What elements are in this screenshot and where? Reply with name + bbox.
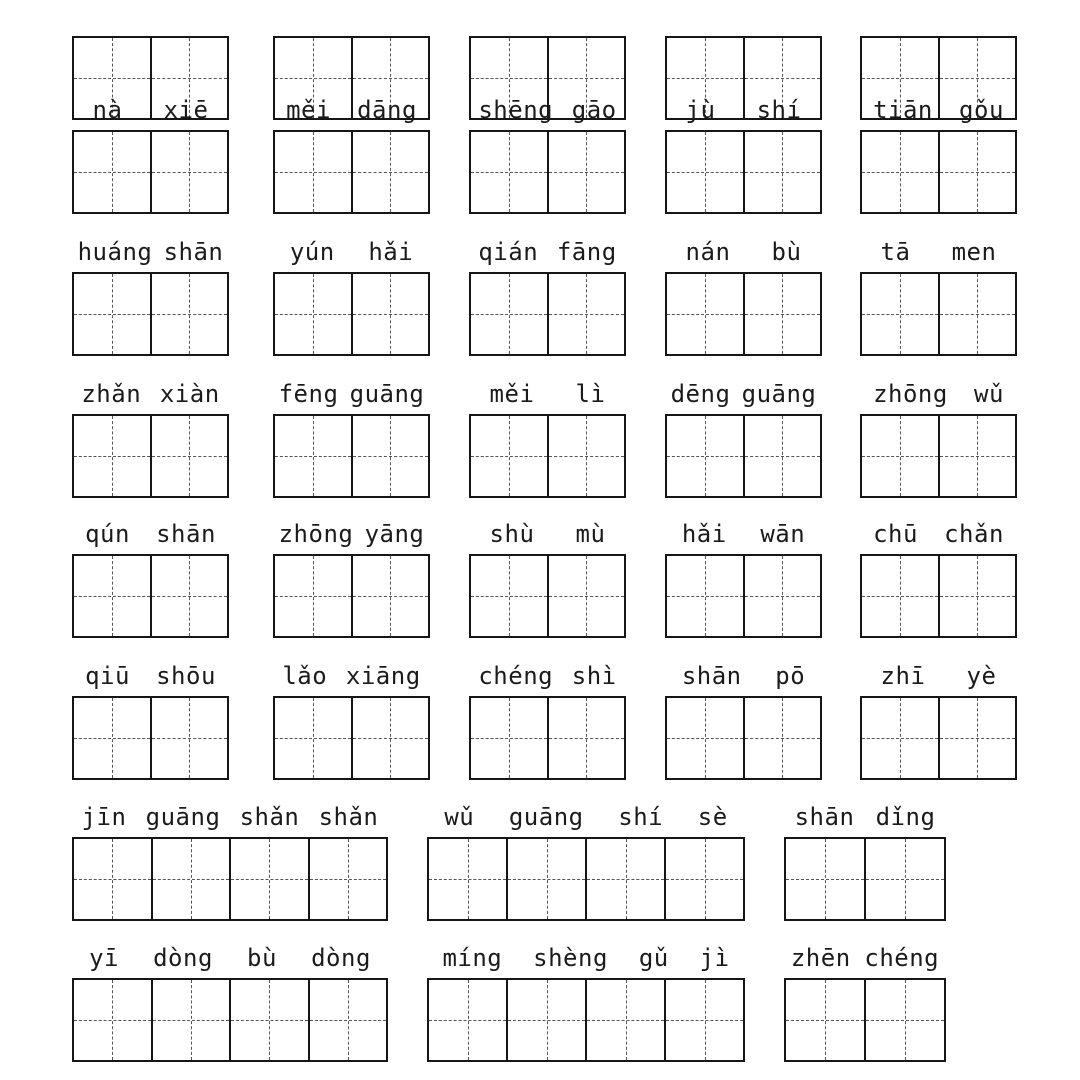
pinyin-label <box>665 228 822 264</box>
character-cell[interactable] <box>153 980 232 1060</box>
pinyin-syllable: wān <box>760 520 806 548</box>
pinyin-syllable: guāng <box>741 380 817 408</box>
writing-grid[interactable] <box>784 978 946 1062</box>
character-cell[interactable] <box>353 416 429 496</box>
pinyin-label <box>784 934 946 970</box>
pinyin-syllable: huáng <box>77 238 153 266</box>
writing-grid[interactable] <box>273 696 430 780</box>
pinyin-label <box>860 86 1017 122</box>
pinyin-label <box>665 86 822 122</box>
pinyin-label <box>860 510 1017 546</box>
pinyin-label <box>72 0 229 28</box>
pinyin-syllable: bù <box>247 944 277 972</box>
character-cell[interactable] <box>471 416 549 496</box>
character-cell[interactable] <box>310 839 387 919</box>
character-cell[interactable] <box>745 132 821 212</box>
writing-grid[interactable] <box>469 696 626 780</box>
pinyin-label <box>860 652 1017 688</box>
writing-grid[interactable] <box>427 837 745 921</box>
character-cell[interactable] <box>275 698 353 778</box>
word-item <box>469 370 626 498</box>
character-cell[interactable] <box>549 698 625 778</box>
pinyin-syllable: pō <box>775 662 806 690</box>
character-cell[interactable] <box>152 274 228 354</box>
word-item <box>665 510 822 638</box>
pinyin-syllable: yún <box>289 238 335 266</box>
pinyin-label <box>273 652 430 688</box>
writing-grid[interactable] <box>860 130 1017 214</box>
character-cell[interactable] <box>471 556 549 636</box>
pinyin-syllable: zhǎn <box>81 380 142 408</box>
character-cell[interactable] <box>866 980 944 1060</box>
writing-grid[interactable] <box>469 272 626 356</box>
character-cell[interactable] <box>275 556 353 636</box>
pinyin-label <box>72 86 229 122</box>
writing-grid[interactable] <box>784 837 946 921</box>
character-cell[interactable] <box>152 556 228 636</box>
pinyin-label <box>665 652 822 688</box>
pinyin-syllable: yè <box>966 662 997 690</box>
writing-grid[interactable] <box>860 414 1017 498</box>
character-cell[interactable] <box>429 980 508 1060</box>
character-cell[interactable] <box>587 839 666 919</box>
pinyin-label <box>427 793 745 829</box>
character-cell[interactable] <box>275 132 353 212</box>
character-cell[interactable] <box>549 132 625 212</box>
writing-grid[interactable] <box>72 837 388 921</box>
character-cell[interactable] <box>231 980 310 1060</box>
pinyin-syllable: shōu <box>156 662 216 690</box>
pinyin-syllable: shù <box>489 520 535 548</box>
word-item <box>665 370 822 498</box>
pinyin-syllable: jù <box>685 96 716 124</box>
pinyin-syllable: xiàn <box>159 380 220 408</box>
writing-grid[interactable] <box>72 696 229 780</box>
word-item <box>860 228 1017 356</box>
pinyin-syllable: zhēn <box>790 944 851 972</box>
pinyin-syllable: yāng <box>364 520 425 548</box>
pinyin-syllable: shǎn <box>318 803 379 831</box>
character-cell[interactable] <box>940 698 1016 778</box>
character-cell[interactable] <box>866 839 944 919</box>
word-item <box>469 652 626 780</box>
pinyin-syllable: qún <box>85 520 130 548</box>
writing-grid[interactable] <box>427 978 745 1062</box>
pinyin-syllable: lì <box>575 380 606 408</box>
character-cell[interactable] <box>275 274 353 354</box>
character-cell[interactable] <box>549 416 625 496</box>
pinyin-syllable: qián <box>478 238 539 266</box>
character-cell[interactable] <box>745 698 821 778</box>
pinyin-syllable: guāng <box>508 803 584 831</box>
pinyin-syllable: hǎi <box>681 520 727 548</box>
pinyin-syllable: jì <box>699 944 730 972</box>
pinyin-syllable: shān <box>163 238 224 266</box>
word-item <box>860 86 1017 214</box>
pinyin-syllable: měi <box>286 96 331 124</box>
pinyin-label <box>665 510 822 546</box>
pinyin-label <box>273 0 430 28</box>
word-item <box>860 652 1017 780</box>
character-cell[interactable] <box>429 839 508 919</box>
character-cell[interactable] <box>152 416 228 496</box>
pinyin-syllable: chéng <box>864 944 940 972</box>
pinyin-label <box>860 228 1017 264</box>
pinyin-syllable: xiāng <box>345 662 421 690</box>
pinyin-label <box>860 370 1017 406</box>
pinyin-syllable: lǎo <box>282 662 328 690</box>
pinyin-syllable: dāng <box>357 96 417 124</box>
pinyin-syllable: gǔ <box>638 944 669 972</box>
writing-grid[interactable] <box>469 414 626 498</box>
character-cell[interactable] <box>745 556 821 636</box>
word-item <box>273 86 430 214</box>
pinyin-label <box>469 370 626 406</box>
pinyin-label <box>469 86 626 122</box>
writing-grid[interactable] <box>273 130 430 214</box>
writing-grid[interactable] <box>665 272 822 356</box>
character-cell[interactable] <box>231 839 310 919</box>
character-cell[interactable] <box>666 980 743 1060</box>
pinyin-syllable: shí <box>618 803 664 831</box>
word-item <box>273 510 430 638</box>
pinyin-label <box>784 793 946 829</box>
pinyin-label <box>273 510 430 546</box>
pinyin-syllable: zhī <box>880 662 926 690</box>
pinyin-syllable: bù <box>771 238 802 266</box>
word-item <box>427 793 745 921</box>
pinyin-syllable: shǎn <box>239 803 300 831</box>
pinyin-syllable: měi <box>489 380 535 408</box>
character-cell[interactable] <box>74 556 152 636</box>
pinyin-label <box>72 652 229 688</box>
pinyin-label <box>469 652 626 688</box>
pinyin-syllable: shèng <box>533 944 608 972</box>
character-cell[interactable] <box>508 980 587 1060</box>
pinyin-syllable: men <box>951 238 997 266</box>
writing-grid[interactable] <box>469 130 626 214</box>
word-item <box>469 510 626 638</box>
word-item <box>72 934 388 1062</box>
character-cell[interactable] <box>786 980 866 1060</box>
word-item <box>273 228 430 356</box>
pinyin-syllable: gǒu <box>959 96 1004 124</box>
writing-grid[interactable] <box>72 414 229 498</box>
writing-grid[interactable] <box>469 554 626 638</box>
character-cell[interactable] <box>786 839 866 919</box>
word-item <box>72 510 229 638</box>
pinyin-syllable: guāng <box>145 803 221 831</box>
writing-grid[interactable] <box>665 696 822 780</box>
character-cell[interactable] <box>667 698 745 778</box>
pinyin-syllable: wǔ <box>974 380 1004 408</box>
word-item <box>72 86 229 214</box>
pinyin-label <box>665 370 822 406</box>
pinyin-syllable: mù <box>575 520 606 548</box>
pinyin-syllable: sè <box>697 803 728 831</box>
word-item <box>784 934 946 1062</box>
character-cell[interactable] <box>667 132 745 212</box>
character-cell[interactable] <box>353 132 429 212</box>
pinyin-syllable: yī <box>89 944 119 972</box>
character-cell[interactable] <box>353 698 429 778</box>
pinyin-label <box>860 0 1017 28</box>
pinyin-syllable: hǎi <box>368 238 414 266</box>
pinyin-syllable: chéng <box>478 662 554 690</box>
character-cell[interactable] <box>74 980 153 1060</box>
pinyin-label <box>469 510 626 546</box>
character-cell[interactable] <box>862 556 940 636</box>
word-item <box>273 370 430 498</box>
word-item <box>665 652 822 780</box>
pinyin-syllable: dòng <box>153 944 213 972</box>
pinyin-syllable: fāng <box>556 238 617 266</box>
character-cell[interactable] <box>667 416 745 496</box>
pinyin-syllable: zhōng <box>278 520 354 548</box>
pinyin-syllable: chū <box>873 520 918 548</box>
character-cell[interactable] <box>471 698 549 778</box>
character-cell[interactable] <box>940 556 1016 636</box>
pinyin-syllable: dòng <box>311 944 371 972</box>
writing-grid[interactable] <box>665 554 822 638</box>
pinyin-syllable: dǐng <box>875 803 936 831</box>
word-item <box>273 652 430 780</box>
character-cell[interactable] <box>862 132 940 212</box>
word-item <box>72 793 388 921</box>
pinyin-syllable: tā <box>880 238 911 266</box>
word-item <box>860 510 1017 638</box>
character-cell[interactable] <box>666 839 743 919</box>
word-item <box>860 370 1017 498</box>
character-cell[interactable] <box>152 132 228 212</box>
pinyin-syllable: shēng <box>478 96 554 124</box>
writing-grid[interactable] <box>273 272 430 356</box>
pinyin-syllable: dēng <box>670 380 731 408</box>
word-item <box>427 934 745 1062</box>
character-cell[interactable] <box>587 980 666 1060</box>
character-cell[interactable] <box>471 274 549 354</box>
pinyin-syllable: guāng <box>349 380 425 408</box>
character-cell[interactable] <box>862 698 940 778</box>
character-cell[interactable] <box>74 698 152 778</box>
pinyin-syllable: qiū <box>85 662 130 690</box>
character-cell[interactable] <box>549 556 625 636</box>
word-item <box>665 228 822 356</box>
pinyin-label <box>427 934 745 970</box>
character-cell[interactable] <box>153 839 232 919</box>
pinyin-syllable: gāo <box>571 96 617 124</box>
word-item <box>469 228 626 356</box>
writing-grid[interactable] <box>72 130 229 214</box>
pinyin-label <box>665 0 822 28</box>
writing-grid[interactable] <box>72 272 229 356</box>
pinyin-syllable: wǔ <box>444 803 475 831</box>
word-item <box>72 228 229 356</box>
pinyin-label <box>469 228 626 264</box>
word-item <box>72 370 229 498</box>
character-cell[interactable] <box>862 274 940 354</box>
pinyin-syllable: shān <box>681 662 742 690</box>
character-cell[interactable] <box>940 132 1016 212</box>
pinyin-syllable: nán <box>685 238 731 266</box>
word-item <box>469 86 626 214</box>
character-cell[interactable] <box>152 698 228 778</box>
character-cell[interactable] <box>549 274 625 354</box>
pinyin-syllable: shān <box>794 803 855 831</box>
pinyin-label <box>469 0 626 28</box>
writing-grid[interactable] <box>860 554 1017 638</box>
pinyin-syllable: jīn <box>81 803 127 831</box>
writing-grid[interactable] <box>273 414 430 498</box>
writing-grid[interactable] <box>72 978 388 1062</box>
word-item <box>784 793 946 921</box>
pinyin-syllable: chǎn <box>944 520 1004 548</box>
character-cell[interactable] <box>940 416 1016 496</box>
pinyin-syllable: nà <box>92 96 123 124</box>
pinyin-label <box>72 793 388 829</box>
character-cell[interactable] <box>74 839 153 919</box>
pinyin-syllable: míng <box>442 944 503 972</box>
writing-grid[interactable] <box>665 130 822 214</box>
pinyin-syllable: xiē <box>163 96 209 124</box>
character-cell[interactable] <box>667 274 745 354</box>
pinyin-syllable: tiān <box>873 96 933 124</box>
writing-grid[interactable] <box>273 554 430 638</box>
character-cell[interactable] <box>471 132 549 212</box>
word-item <box>665 86 822 214</box>
pinyin-syllable: zhōng <box>873 380 948 408</box>
pinyin-label <box>72 510 229 546</box>
word-item <box>72 652 229 780</box>
writing-grid[interactable] <box>72 554 229 638</box>
pinyin-label <box>72 228 229 264</box>
writing-grid[interactable] <box>860 696 1017 780</box>
character-cell[interactable] <box>353 556 429 636</box>
writing-grid[interactable] <box>860 272 1017 356</box>
character-cell[interactable] <box>310 980 387 1060</box>
character-cell[interactable] <box>940 274 1016 354</box>
character-cell[interactable] <box>745 274 821 354</box>
character-cell[interactable] <box>275 416 353 496</box>
pinyin-label <box>72 934 388 970</box>
pinyin-label <box>72 370 229 406</box>
character-cell[interactable] <box>74 132 152 212</box>
pinyin-label <box>273 370 430 406</box>
character-cell[interactable] <box>508 839 587 919</box>
character-cell[interactable] <box>74 274 152 354</box>
pinyin-label <box>273 86 430 122</box>
pinyin-syllable: shì <box>571 662 617 690</box>
character-cell[interactable] <box>74 416 152 496</box>
character-cell[interactable] <box>862 416 940 496</box>
pinyin-syllable: fēng <box>278 380 339 408</box>
pinyin-label <box>273 228 430 264</box>
character-cell[interactable] <box>667 556 745 636</box>
pinyin-syllable: shān <box>156 520 216 548</box>
character-cell[interactable] <box>353 274 429 354</box>
pinyin-syllable: shí <box>756 96 802 124</box>
writing-grid[interactable] <box>665 414 822 498</box>
character-cell[interactable] <box>745 416 821 496</box>
